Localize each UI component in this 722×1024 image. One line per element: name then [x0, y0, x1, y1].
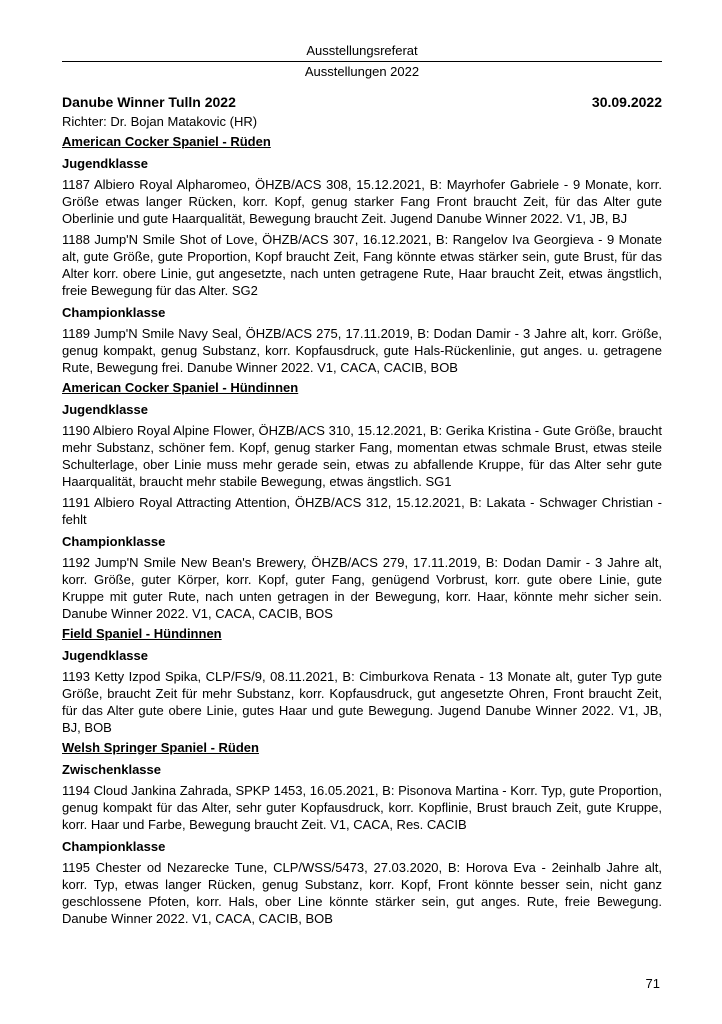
page-number: 71: [645, 976, 660, 991]
breed-heading: Field Spaniel - Hündinnen: [62, 626, 222, 641]
show-title-row: [62, 93, 662, 112]
class-heading: Jugendklasse: [62, 648, 148, 663]
header-department: Ausstellungsreferat: [62, 42, 662, 62]
show-date: 30.09.2022: [591, 94, 662, 110]
class-heading: Jugendklasse: [62, 402, 148, 417]
breed-heading: American Cocker Spaniel - Hündinnen: [62, 380, 299, 395]
breed-heading: Welsh Springer Spaniel - Rüden: [62, 740, 259, 755]
class-heading: Zwischenklasse: [62, 762, 161, 777]
class-heading: Championklasse: [62, 839, 166, 854]
entry: 1194 Cloud Jankina Zahrada, SPKP 1453, 16.05.2021, B: Pisonova Martina - Korr. Typ, gute Proportion, genug kompakt für das Alter, sehr guter Kopfausdruck, korr. Kopflinie, Brust brauch Zeit, gute Kruppe, korr. Haar und Farbe, Bewegung braucht Zeit. V1, CACA, Res. CACIB: [62, 783, 662, 832]
class-heading: Championklasse: [62, 534, 166, 549]
judge-line: Richter: Dr. Bojan Matakovic (HR): [62, 114, 258, 129]
entry: 1192 Jump'N Smile New Bean's Brewery, ÖHZB/ACS 279, 17.11.2019, B: Dodan Damir - 3 Jahre alt, korr. Größe, guter Körper, korr. Kopf, guter Fang, genügend Vorbrust, korr. gute obere Linie, gute Kruppe mit guter Rute, nach unten getragen in der Bewegung, korr. Haar, könnte mehr sicher sein. Danube Winner 2022. V1, CACA, CACIB, BOS: [62, 555, 662, 621]
class-heading: Championklasse: [62, 305, 166, 320]
show-title: Danube Winner Tulln 2022: [62, 94, 236, 110]
entry: 1195 Chester od Nezarecke Tune, CLP/WSS/5473, 27.03.2020, B: Horova Eva - 2einhalb Jahre alt, korr. Typ, etwas langer Rücken, genug Substanz, korr. Kopf, Front könnte besser sein, nicht ganz geschlossene Pfoten, korr. Hals, ober Line könnte stärker sein, gut anges. Rute, freie Bewegung. Danube Winner 2022. V1, CACA, CACIB, BOB: [62, 860, 662, 926]
breed-heading: American Cocker Spaniel - Rüden: [62, 134, 271, 149]
entry: 1190 Albiero Royal Alpine Flower, ÖHZB/ACS 310, 15.12.2021, B: Gerika Kristina - Gute Größe, braucht mehr Substanz, schöner fem. Kopf, genug starker Fang, momentan etwas schmale Brust, etwas steile Schulterlage, ober Linie muss mehr gerade sein, etwas zu abfallende Kruppe, für das Alter sehr gute Haarqualität, braucht mehr stabile Bewegung, etwas ängstlich. SG1: [62, 423, 662, 489]
class-heading: Jugendklasse: [62, 156, 148, 171]
report-body: [62, 93, 662, 927]
page-header: [62, 42, 662, 80]
entry: 1188 Jump'N Smile Shot of Love, ÖHZB/ACS 307, 16.12.2021, B: Rangelov Iva Georgieva - 9 Monate alt, gute Größe, gute Proportion, Kopf braucht Zeit, Fang könnte etwas stärker sein, gute Brust, für das Alter korr. obere Linie, gut angesetzte, nach unten getragene Rute, Haar braucht Zeit, etwas ängstlich, freie Bewegung für das Alter. SG2: [62, 232, 662, 298]
entry: 1193 Ketty Izpod Spika, CLP/FS/9, 08.11.2021, B: Cimburkova Renata - 13 Monate alt, guter Typ gute Größe, braucht Zeit für mehr Substanz, korr. Kopfausdruck, gut angesetzte Ohren, Front braucht Zeit, für das Alter gute obere Linie, gutes Haar und gute Bewegung. Jugend Danube Winner 2022. V1, JB, BJ, BOB: [62, 669, 662, 735]
entry: 1187 Albiero Royal Alpharomeo, ÖHZB/ACS 308, 15.12.2021, B: Mayrhofer Gabriele - 9 Monate, korr. Größe etwas langer Rücken, korr. Kopf, genug starker Fang Front braucht Zeit, für das Alter gute Oberlinie und gute Haarqualität, Bewegung braucht Zeit. Jugend Danube Winner 2022. V1, JB, BJ: [62, 177, 662, 226]
header-subtitle: Ausstellungen 2022: [304, 64, 420, 79]
entry: 1191 Albiero Royal Attracting Attention, ÖHZB/ACS 312, 15.12.2021, B: Lakata - Schwager Christian - fehlt: [62, 495, 662, 527]
entry: 1189 Jump'N Smile Navy Seal, ÖHZB/ACS 275, 17.11.2019, B: Dodan Damir - 3 Jahre alt, korr. Größe, genug kompakt, genug Substanz, korr. Kopfausdruck, gute Hals-Rückenlinie, gut anges. u. getragene Rute, Bewegung frei. Danube Winner 2022. V1, CACA, CACIB, BOB: [62, 326, 662, 375]
